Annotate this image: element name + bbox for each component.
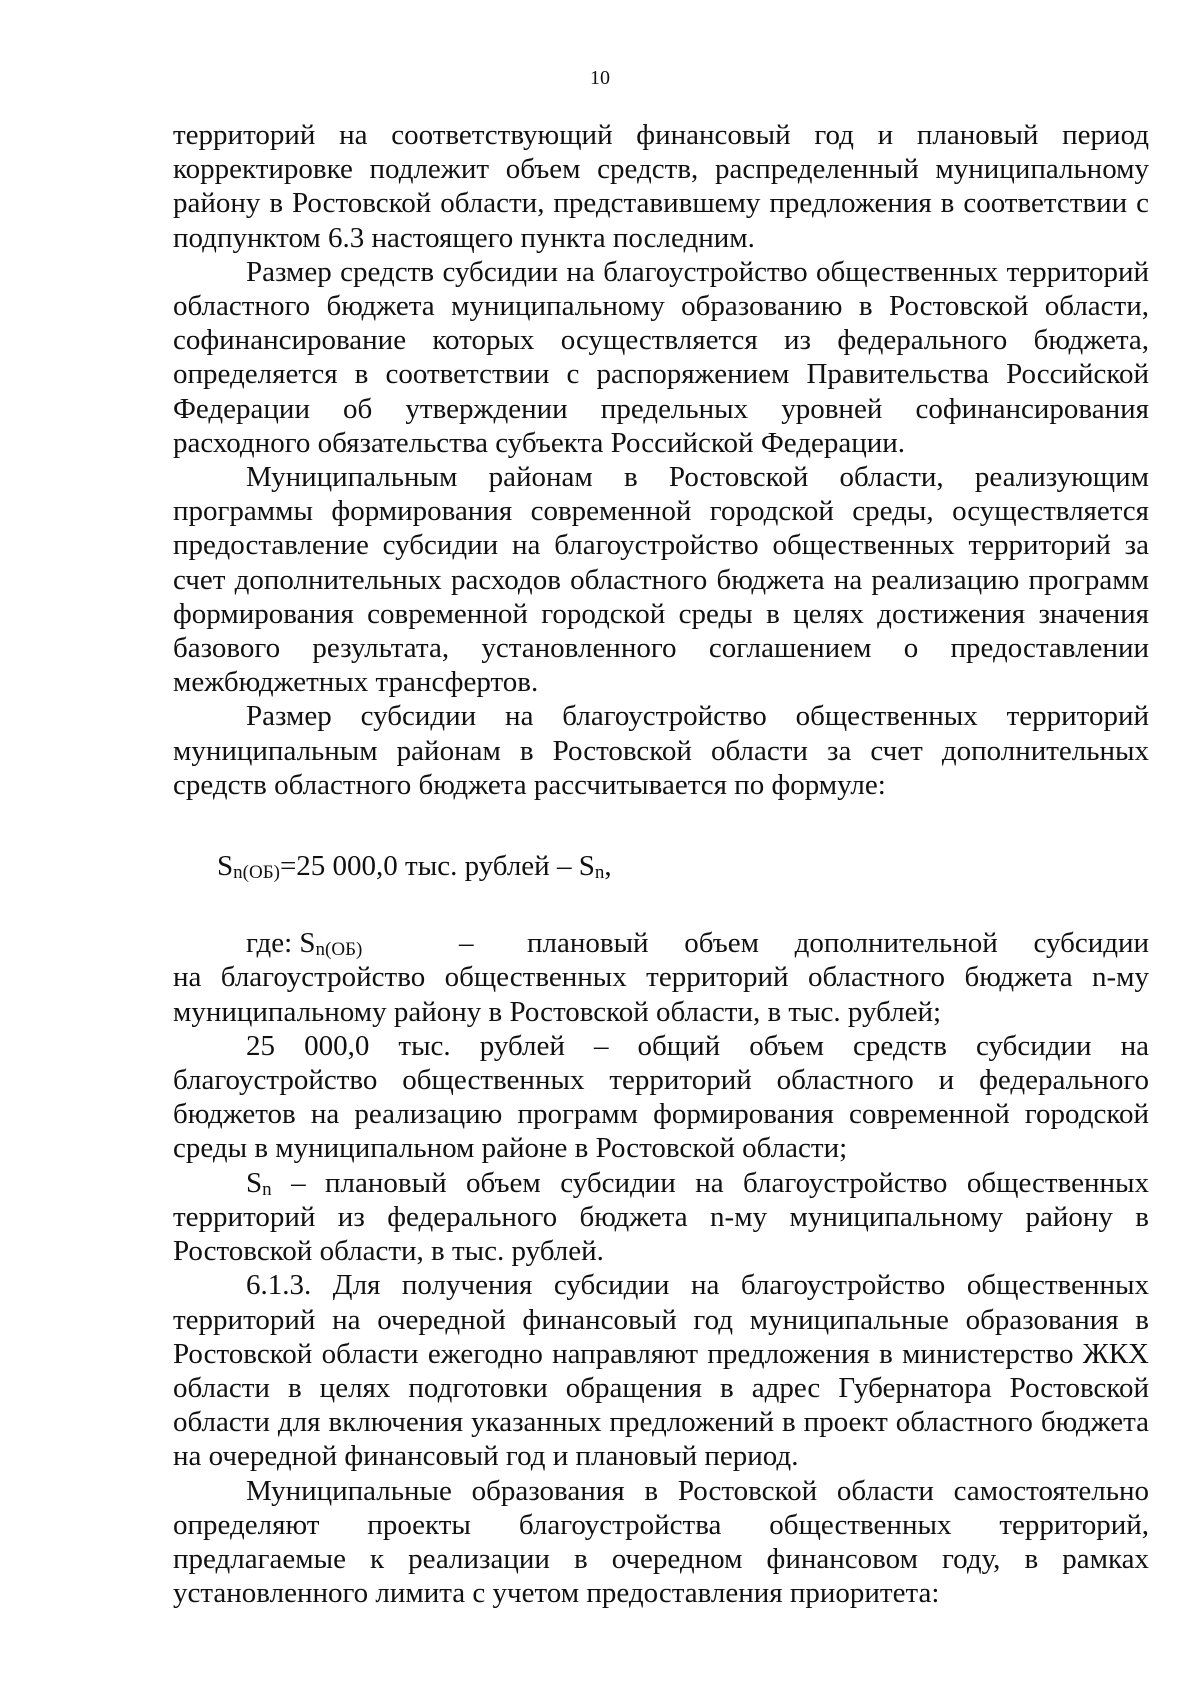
definition-first-line bbox=[173, 926, 1149, 960]
paragraph-formula-intro: Размер субсидии на благоустройство общественных территорий муниципальным районам в Ростовской области за счет дополнительных средств областного бюджета рассчитывается по формуле: bbox=[173, 700, 1149, 801]
formula-rhs: =25 000,0 тыс. рублей – S bbox=[279, 850, 595, 883]
paragraph-continuation: территорий на соответствующий финансовый год и плановый период корректировке подлежит объем средств, распределенный муниципальному району в Ростовской области, представившему предложения в соответствии с подпунктом 6.3 настоящего пункта последним. bbox=[173, 119, 1149, 254]
definition-where-symbol: где: $S_{n(ОБ)}$ bbox=[246, 927, 363, 961]
definition-where-subscript: n(ОБ) bbox=[315, 939, 363, 961]
formula-lhs-symbol: S bbox=[217, 850, 234, 883]
definition-total-amount: 25 000,0 тыс. рублей – общий объем средств субсидии на благоустройство общественных территорий областного и федерального бюджетов на реализацию программ формирования современной городской среды в муниципальном районе в Ростовской области; bbox=[173, 1029, 1149, 1165]
formula-lhs-subscript: n(ОБ) bbox=[233, 862, 280, 884]
sn-definition-text: – плановый объем субсидии на благоустройство общественных территорий из федерального бюджета n-му муниципальному району в Ростовской области, в тыс. рублей. bbox=[173, 1166, 1149, 1268]
definition-sn bbox=[173, 1166, 1149, 1269]
subsidy-formula bbox=[173, 849, 1149, 883]
paragraph-municipal-districts: Муниципальным районам в Ростовской области, реализующим программы формирования современной городской среды, осуществляется предоставление субсидии на благоустройство общественных территорий за счет дополнительных расходов областного бюджета на реализацию программ формирования современной городской среды в целях достижения значения базового результата, установленного соглашением о предоставлении межбюджетных трансфертов. bbox=[173, 461, 1149, 699]
paragraph-municipal-projects: Муниципальные образования в Ростовской области самостоятельно определяют проекты благоустройства общественных территорий, предлагаемые к реализации в очередном финансовом году, в рамках установленного лимита с учетом предоставления приоритета: bbox=[173, 1474, 1149, 1610]
definition-sn-ob-rest: на благоустройство общественных территорий областного бюджета n-му муниципальному району в Ростовской области, в тыс. рублей; bbox=[173, 961, 1149, 1028]
definition-dash: – bbox=[459, 927, 474, 960]
formula-tail: , bbox=[604, 850, 612, 883]
paragraph-subsidy-size: Размер средств субсидии на благоустройство общественных территорий областного бюджета муниципальному образованию в Ростовской области, софинансирование которых осуществляется из федерального бюджета, определяется в соответствии с распоряжением Правительства Российской Федерации об утверждении предельных уровней софинансирования расходного обязательства субъекта Российской Федерации. bbox=[173, 255, 1149, 459]
sn-subscript: n bbox=[262, 1178, 272, 1200]
document-body bbox=[173, 118, 1149, 1610]
definition-first-line-text: плановый объем дополнительной субсидии bbox=[527, 927, 1150, 960]
paragraph-6-1-3: 6.1.3. Для получения субсидии на благоустройство общественных территорий на очередной финансовый год муниципальные образования в Ростовской области ежегодно направляют предложения в министерство ЖКХ области в целях подготовки обращения в адрес Губернатора Ростовской области для включения указанных предложений в проект областного бюджета на очередной финансовый год и плановый период. bbox=[173, 1269, 1149, 1473]
formula-rhs-subscript: n bbox=[594, 862, 605, 884]
sn-symbol: S bbox=[246, 1166, 263, 1199]
page-number: 10 bbox=[590, 67, 610, 89]
